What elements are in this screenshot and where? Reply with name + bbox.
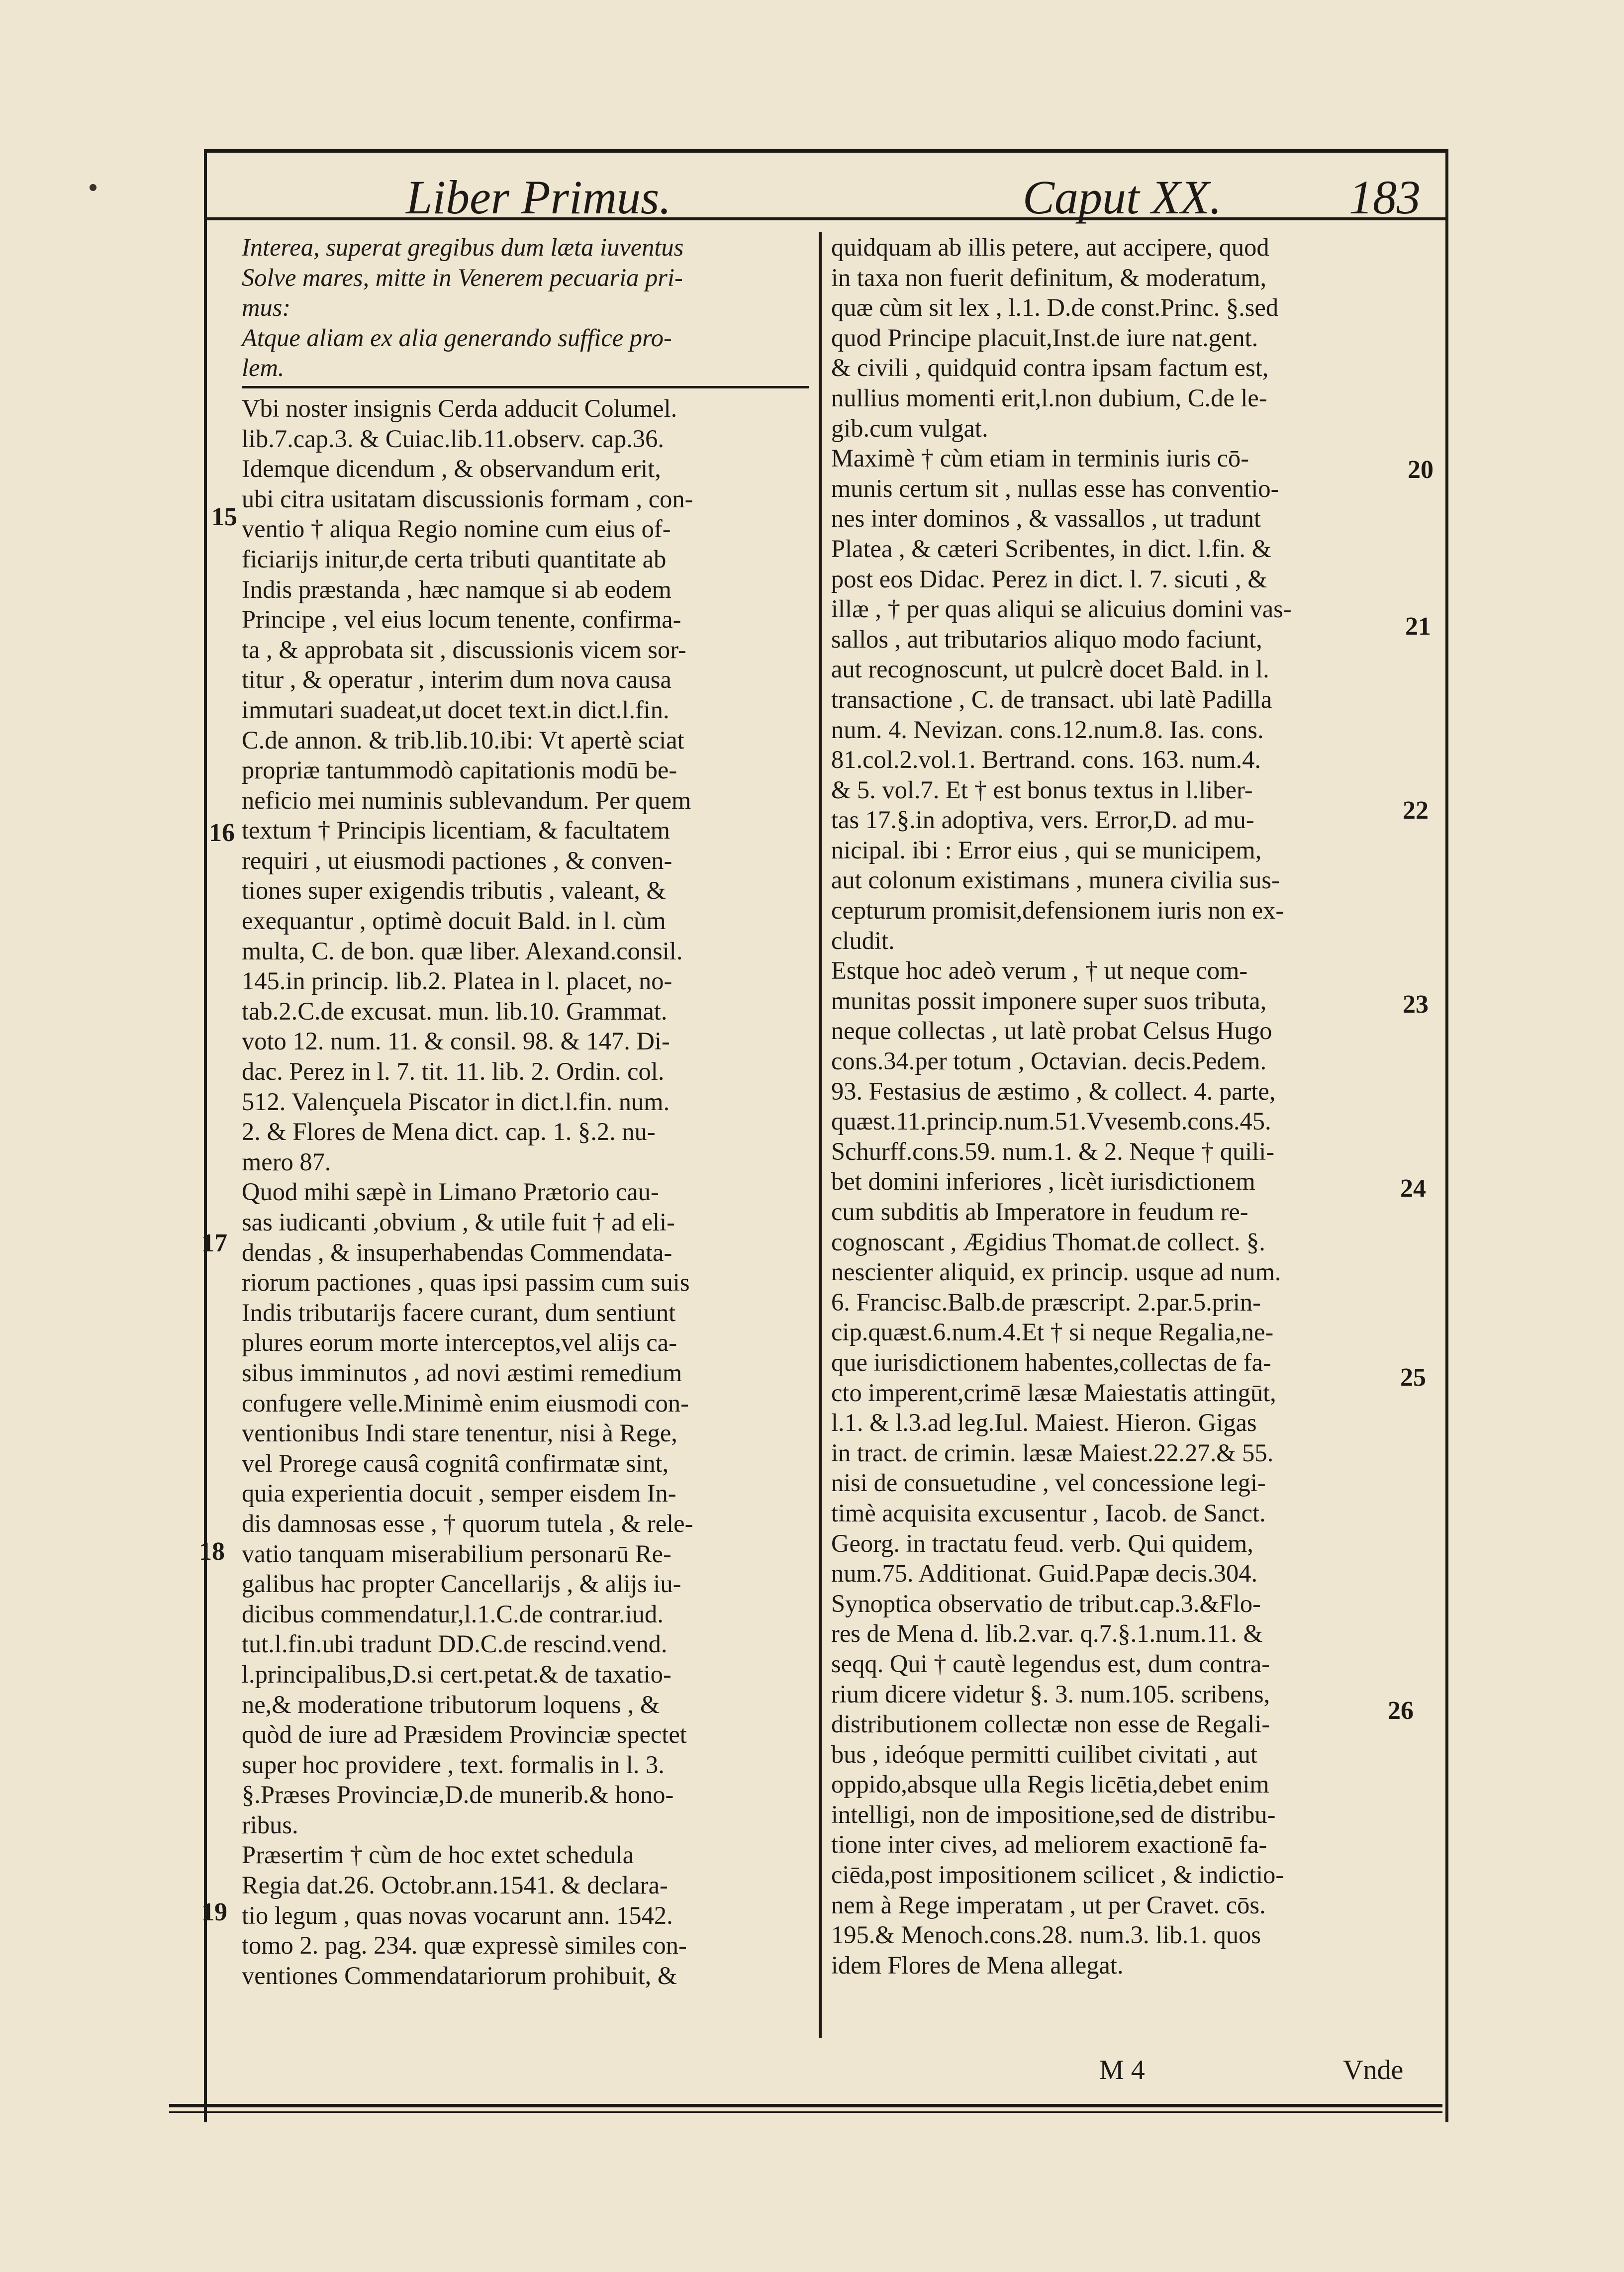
text-line: cto imperent,crimē læsæ Maiestatis attingūt, [831, 1378, 1276, 1407]
text-line: Estque hoc adeò verum , † ut neque com- [831, 956, 1248, 985]
verse-line: mus: [242, 293, 291, 322]
text-line: sibus imminutos , ad novi æstimi remedium [242, 1358, 682, 1387]
text-line: propriæ tantummodò capitationis modū be- [242, 756, 677, 784]
text-line: & civili , quidquid contra ipsam factum est, [831, 354, 1269, 382]
text-line: Schurff.cons.59. num.1. & 2. Neque † quili- [831, 1137, 1275, 1165]
text-line: nem à Rege imperatam , ut per Cravet. cōs. [831, 1891, 1266, 1919]
text-line: ficiarijs initur,de certa tributi quantitate ab [242, 545, 667, 573]
margin-number-26: 26 [1388, 1697, 1414, 1725]
text-line: 6. Francisc.Balb.de præscript. 2.par.5.prin- [831, 1288, 1261, 1316]
text-line: super hoc providere , text. formalis in l. 3. [242, 1750, 665, 1779]
text-line: neficio mei numinis sublevandum. Per quem [242, 786, 691, 814]
text-line: dac. Perez in l. 7. tit. 11. lib. 2. Ordin. col. [242, 1057, 665, 1086]
text-line: cons.34.per totum , Octavian. decis.Pedem. [831, 1047, 1267, 1075]
text-line: timè acquisita excusentur , Iacob. de Sanct. [831, 1499, 1266, 1527]
text-line: munis certum sit , nullas esse has conventio- [831, 474, 1279, 502]
text-line: nullius momenti erit,l.non dubium, C.de le- [831, 383, 1267, 412]
margin-number-19: 19 [201, 1898, 227, 1926]
text-line: aut recognoscunt, ut pulcrè docet Bald. in l. [831, 655, 1269, 683]
margin-number-18: 18 [199, 1537, 225, 1566]
text-line: neque collectas , ut latè probat Celsus Hugo [831, 1017, 1272, 1045]
text-line: transactione , C. de transact. ubi latè Padilla [831, 685, 1272, 713]
text-line: ventionibus Indi stare tenentur, nisi à Rege, [242, 1419, 677, 1447]
verse-line: Solve mares, mitte in Venerem pecuaria pri- [242, 263, 683, 291]
page-frame [204, 149, 1448, 2122]
text-line: quod Principe placuit,Inst.de iure nat.gent. [831, 323, 1258, 352]
text-line: in tract. de crimin. læsæ Maiest.22.27.& 55. [831, 1438, 1274, 1467]
text-line: ribus. [242, 1810, 298, 1839]
text-line: post eos Didac. Perez in dict. l. 7. sicuti , & [831, 565, 1267, 593]
text-line: quidquam ab illis petere, aut accipere, quod [831, 233, 1269, 261]
footer-rule-thin [169, 2111, 1442, 2113]
text-line: cludit. [831, 926, 895, 954]
text-line: in taxa non fuerit definitum, & moderatum, [831, 263, 1267, 291]
text-line: munitas possit imponere super suos tributa, [831, 986, 1267, 1015]
text-line: vel Prorege causâ cognitâ confirmatæ sint, [242, 1449, 669, 1477]
text-line: illæ , † per quas aliqui se alicuius domini vas- [831, 595, 1292, 623]
text-line: dicibus commendatur,l.1.C.de contrar.iud. [242, 1600, 664, 1628]
text-line: intelligi, non de impositione,sed de distribu- [831, 1800, 1276, 1828]
text-line: mero 87. [242, 1147, 331, 1176]
text-line: C.de annon. & trib.lib.10.ibi: Vt apertè sciat [242, 726, 684, 754]
text-line: titur , & operatur , interim dum nova causa [242, 665, 671, 694]
text-line: l.1. & l.3.ad leg.Iul. Maiest. Hieron. Gigas [831, 1409, 1257, 1437]
text-line: tut.l.fin.ubi tradunt DD.C.de rescind.vend. [242, 1630, 668, 1658]
verse-quotation [242, 232, 809, 388]
text-line: lib.7.cap.3. & Cuiac.lib.11.observ. cap.36. [242, 424, 664, 453]
text-line: tas 17.§.in adoptiva, vers. Error,D. ad mu- [831, 806, 1254, 834]
text-line: galibus hac propter Cancellarijs , & alijs iu- [242, 1570, 681, 1598]
text-line: §.Præses Provinciæ,D.de munerib.& hono- [242, 1781, 674, 1809]
text-line: Indis tributarijs facere curant, dum sentiunt [242, 1298, 676, 1326]
text-line: Idemque dicendum , & observandum erit, [242, 455, 661, 483]
left-column [242, 232, 822, 2038]
text-line: exequantur , optimè docuit Bald. in l. cùm [242, 907, 666, 935]
text-line: ta , & approbata sit , discussionis vicem sor- [242, 635, 686, 663]
text-line: dendas , & insuperhabendas Commendata- [242, 1238, 672, 1266]
text-line: nicipal. ibi : Error eius , qui se municipem, [831, 836, 1262, 864]
text-line: Præsertim † cùm de hoc extet schedula [242, 1841, 634, 1869]
chapter-title: Caput XX. [1023, 171, 1222, 224]
margin-number-17: 17 [201, 1229, 227, 1257]
right-column [831, 232, 1398, 1980]
header-rule [207, 217, 1445, 220]
text-line: gib.cum vulgat. [831, 414, 988, 442]
text-line: textum † Principis licentiam, & facultatem [242, 816, 670, 845]
text-line: riorum pactiones , quas ipsi passim cum suis [242, 1268, 690, 1297]
text-line: tiones super exigendis tributis , valeant, & [242, 876, 666, 905]
text-line: quòd de iure ad Præsidem Provinciæ spectet [242, 1720, 687, 1749]
margin-number-21: 21 [1405, 612, 1431, 641]
text-line: oppido,absque ulla Regis licētia,debet enim [831, 1770, 1269, 1799]
text-line: 93. Festasius de æstimo , & collect. 4. parte, [831, 1077, 1276, 1105]
text-line: aut colonum existimans , munera civilia sus- [831, 866, 1280, 894]
text-line: num.75. Additionat. Guid.Papæ decis.304. [831, 1559, 1258, 1588]
text-line: cip.quæst.6.num.4.Et † si neque Regalia,ne- [831, 1318, 1274, 1346]
text-line: 145.in princip. lib.2. Platea in l. placet, no- [242, 967, 672, 995]
left-column-text [242, 393, 809, 1990]
text-line: seqq. Qui † cautè legendus est, dum contra- [831, 1649, 1270, 1678]
verse-line: Atque aliam ex alia generando suffice pro- [242, 323, 672, 352]
text-line: ventiones Commendatariorum prohibuit, & [242, 1961, 677, 1989]
text-line: Maximè † cùm etiam in terminis iuris cō- [831, 444, 1249, 473]
text-line: Regia dat.26. Octobr.ann.1541. & declara- [242, 1871, 668, 1899]
text-line: sallos , aut tributarios aliquo modo faciunt, [831, 625, 1262, 653]
text-line: cum subditis ab Imperatore in feudum re- [831, 1198, 1248, 1226]
signature-mark: M 4 [1099, 2055, 1145, 2085]
text-line: quæ cùm sit lex , l.1. D.de const.Princ. §.sed [831, 293, 1279, 322]
text-line: immutari suadeat,ut docet text.in dict.l.fin. [242, 695, 669, 724]
margin-number-25: 25 [1400, 1363, 1426, 1392]
text-line: tio legum , quas novas vocarunt ann. 1542. [242, 1901, 673, 1929]
text-line: ubi citra usitatam discussionis formam , con- [242, 484, 693, 513]
footer-rule [169, 2104, 1442, 2107]
text-line: sas iudicanti ,obvium , & utile fuit † ad eli- [242, 1208, 675, 1236]
text-line: requiri , ut eiusmodi pactiones , & conven- [242, 846, 672, 874]
text-line: quæst.11.princip.num.51.Vvesemb.cons.45. [831, 1107, 1271, 1136]
running-header [207, 153, 1445, 242]
text-line: 2. & Flores de Mena dict. cap. 1. §.2. nu- [242, 1118, 656, 1146]
text-line: bus , ideóque permitti cuilibet civitati , aut [831, 1740, 1257, 1768]
catchword: Vnde [1343, 2055, 1404, 2085]
text-line: multa, C. de bon. quæ liber. Alexand.consil. [242, 937, 683, 965]
text-line: ventio † aliqua Regio nomine cum eius of- [242, 515, 671, 543]
page-number: 183 [1349, 171, 1421, 224]
text-line: distributionem collectæ non esse de Regali- [831, 1710, 1270, 1738]
text-line: l.principalibus,D.si cert.petat.& de taxatio- [242, 1660, 671, 1688]
text-line: res de Mena d. lib.2.var. q.7.§.1.num.11. & [831, 1619, 1263, 1648]
text-line: 81.col.2.vol.1. Bertrand. cons. 163. num.4. [831, 746, 1261, 774]
text-line: nisi de consuetudine , vel concessione legi- [831, 1469, 1266, 1497]
text-line: que iurisdictionem habentes,collectas de fa- [831, 1348, 1271, 1376]
verse-line: Interea, superat gregibus dum læta iuventus [242, 233, 684, 261]
text-line: Principe , vel eius locum tenente, confirma- [242, 605, 681, 634]
text-line: Quod mihi sæpè in Limano Prætorio cau- [242, 1178, 659, 1206]
text-line: dis damnosas esse , † quorum tutela , & rele- [242, 1509, 693, 1537]
margin-number-22: 22 [1403, 796, 1429, 825]
margin-number-24: 24 [1400, 1174, 1426, 1203]
text-line: Synoptica observatio de tribut.cap.3.&Flo- [831, 1589, 1261, 1617]
text-line: 512. Valençuela Piscator in dict.l.fin. num. [242, 1087, 670, 1116]
text-line: Georg. in tractatu feud. verb. Qui quidem, [831, 1529, 1253, 1557]
margin-number-20: 20 [1408, 456, 1433, 484]
margin-number-16: 16 [209, 819, 235, 847]
running-title: Liber Primus. [406, 171, 671, 224]
margin-number-23: 23 [1403, 990, 1429, 1019]
margin-number-15: 15 [211, 503, 237, 531]
text-line: & 5. vol.7. Et † est bonus textus in l.liber- [831, 775, 1253, 804]
text-line: bet domini inferiores , licèt iurisdictionem [831, 1167, 1255, 1196]
verse-line: lem. [242, 354, 285, 382]
text-line: ne,& moderatione tributorum loquens , & [242, 1690, 660, 1718]
text-line: tab.2.C.de excusat. mun. lib.10. Grammat. [242, 997, 668, 1025]
text-line: cognoscant , Ægidius Thomat.de collect. §. [831, 1228, 1265, 1256]
ink-spot [90, 184, 96, 191]
text-line: Platea , & cæteri Scribentes, in dict. l.fin. & [831, 534, 1271, 563]
text-line: nescienter aliquid, ex princip. usque ad num. [831, 1258, 1281, 1286]
text-line: plures eorum morte interceptos,vel alijs ca- [242, 1328, 677, 1357]
text-line: idem Flores de Mena allegat. [831, 1951, 1124, 1979]
text-line: ciēda,post impositionem scilicet , & indictio- [831, 1861, 1284, 1889]
text-line: Vbi noster insignis Cerda adducit Columel. [242, 394, 677, 422]
text-line: 195.& Menoch.cons.28. num.3. lib.1. quos [831, 1921, 1261, 1949]
text-line: cepturum promisit,defensionem iuris non ex- [831, 896, 1284, 925]
right-column-text [831, 232, 1398, 1980]
text-line: tione inter cives, ad meliorem exactionē fa- [831, 1830, 1267, 1859]
text-line: Indis præstanda , hæc namque si ab eodem [242, 575, 671, 603]
text-line: tomo 2. pag. 234. quæ expressè similes con- [242, 1931, 687, 1960]
text-line: confugere velle.Minimè enim eiusmodi con- [242, 1389, 689, 1417]
text-line: vatio tanquam miserabilium personarū Re- [242, 1539, 671, 1568]
text-line: voto 12. num. 11. & consil. 98. & 147. Di- [242, 1027, 670, 1055]
text-line: rium dicere videtur §. 3. num.105. scribens, [831, 1680, 1270, 1708]
text-line: num. 4. Nevizan. cons.12.num.8. Ias. cons. [831, 715, 1264, 744]
text-line: nes inter dominos , & vassallos , ut tradunt [831, 504, 1261, 533]
text-line: quia experientia docuit , semper eisdem In- [242, 1479, 676, 1508]
